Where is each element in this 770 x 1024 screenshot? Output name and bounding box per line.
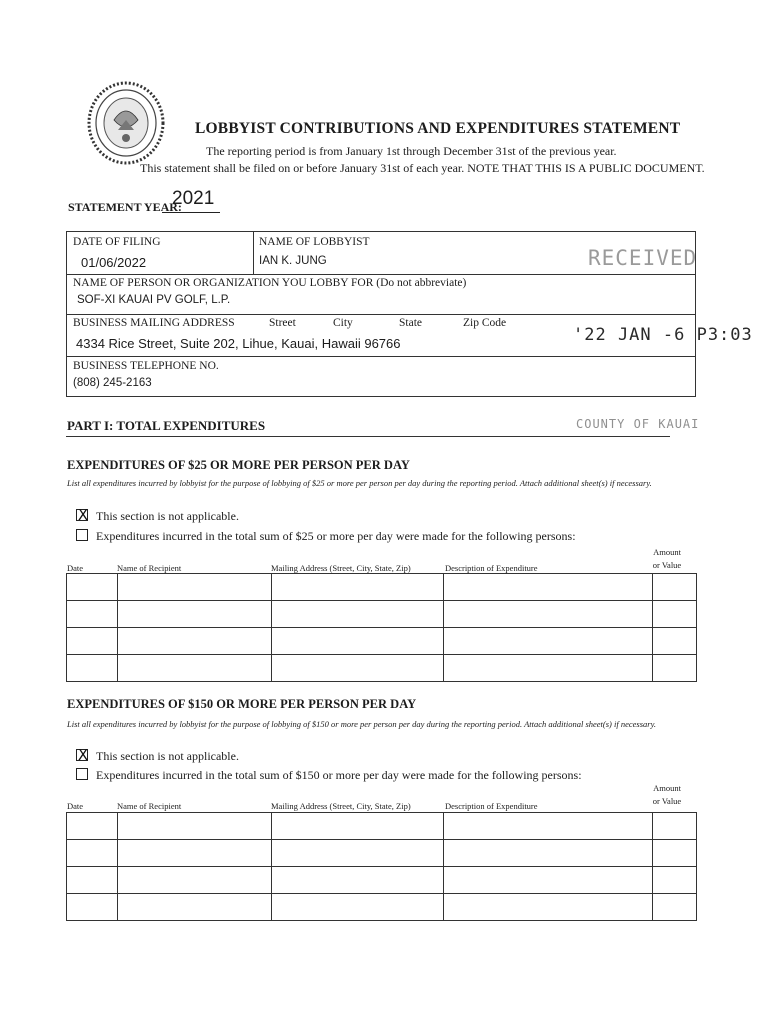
section-150-not-applicable-label: This section is not applicable.	[96, 749, 239, 763]
table-cell[interactable]	[117, 601, 271, 628]
received-stamp: RECEIVED	[588, 246, 698, 270]
table-cell[interactable]	[271, 574, 444, 601]
table-cell[interactable]	[271, 655, 444, 682]
table-row	[67, 894, 697, 921]
table-cell[interactable]	[444, 628, 653, 655]
table-cell[interactable]	[653, 867, 697, 894]
table-cell[interactable]	[653, 894, 697, 921]
table-cell[interactable]	[67, 655, 118, 682]
table-cell[interactable]	[117, 867, 271, 894]
info-divider-2	[67, 314, 695, 315]
section-25-not-applicable-label: This section is not applicable.	[96, 509, 239, 523]
col-amount-header	[652, 783, 682, 806]
table-cell[interactable]	[444, 655, 653, 682]
form-title: LOBBYIST CONTRIBUTIONS AND EXPENDITURES STATEMENT	[195, 120, 681, 137]
state-label: State	[399, 317, 422, 329]
table-cell[interactable]	[444, 894, 653, 921]
col-description-header: Description of Expenditure	[445, 801, 538, 811]
table-cell[interactable]	[117, 813, 271, 840]
table-cell[interactable]	[117, 840, 271, 867]
mailing-address-value[interactable]: 4334 Rice Street, Suite 202, Lihue, Kauai, Hawaii 96766	[76, 336, 401, 351]
date-of-filing-value[interactable]: 01/06/2022	[81, 255, 147, 270]
mailing-address-label: BUSINESS MAILING ADDRESS	[73, 317, 235, 329]
date-of-filing-label: DATE OF FILING	[73, 236, 161, 248]
lobbyist-name-value[interactable]: IAN K. JUNG	[259, 255, 327, 267]
statement-year-value[interactable]: 2021	[172, 188, 215, 209]
section-150-not-applicable-checkbox[interactable]	[76, 746, 89, 764]
col-description-header: Description of Expenditure	[445, 563, 538, 573]
statement-year-underline	[162, 212, 220, 213]
reporting-period-note: The reporting period is from January 1st through December 31st of the previous year.	[206, 144, 617, 158]
organization-value[interactable]: SOF-XI KAUAI PV GOLF, L.P.	[77, 294, 231, 306]
check-mark-icon: X	[77, 506, 89, 524]
table-cell[interactable]	[653, 813, 697, 840]
table-cell[interactable]	[67, 813, 118, 840]
received-time-stamp: '22 JAN -6 P3:03	[573, 325, 753, 345]
expenditures-150-table	[66, 812, 697, 921]
col-amount-header	[652, 547, 682, 570]
col-recipient-header: Name of Recipient	[117, 563, 182, 573]
filing-deadline-note: This statement shall be filed on or before January 31st of each year. NOTE THAT THIS IS A PUBLIC DOCUMENT.	[140, 161, 705, 175]
table-cell[interactable]	[653, 601, 697, 628]
county-seal-icon	[86, 80, 166, 166]
section-25-title: EXPENDITURES OF $25 OR MORE PER PERSON PER DAY	[67, 458, 410, 472]
table-cell[interactable]	[653, 574, 697, 601]
table-cell[interactable]	[271, 840, 444, 867]
section-150-incurred-label: Expenditures incurred in the total sum of $150 or more per day were made for the following persons:	[96, 768, 582, 782]
info-divider-3	[67, 356, 695, 357]
section-150-title: EXPENDITURES OF $150 OR MORE PER PERSON PER DAY	[67, 697, 417, 711]
col-address-header: Mailing Address (Street, City, State, Zip)	[271, 563, 411, 573]
section-150-incurred-checkbox[interactable]	[76, 768, 88, 780]
section-25-incurred-checkbox[interactable]	[76, 529, 88, 541]
col-date-header: Date	[67, 801, 84, 811]
zip-code-label: Zip Code	[463, 317, 507, 329]
table-cell[interactable]	[67, 894, 118, 921]
table-cell[interactable]	[117, 628, 271, 655]
street-label: Street	[269, 317, 296, 329]
table-cell[interactable]	[117, 655, 271, 682]
check-mark-icon: X	[77, 746, 89, 764]
table-cell[interactable]	[271, 894, 444, 921]
table-row	[67, 574, 697, 601]
table-cell[interactable]	[67, 840, 118, 867]
table-row	[67, 601, 697, 628]
table-cell[interactable]	[653, 628, 697, 655]
table-cell[interactable]	[653, 840, 697, 867]
organization-label: NAME OF PERSON OR ORGANIZATION YOU LOBBY FOR (Do not abbreviate)	[73, 277, 467, 289]
table-row	[67, 840, 697, 867]
col-date-header: Date	[67, 563, 84, 573]
section-25-not-applicable-checkbox[interactable]	[76, 506, 89, 524]
city-label: City	[333, 317, 353, 329]
col-amount-header-line1: Amount	[653, 783, 681, 793]
col-recipient-header: Name of Recipient	[117, 801, 182, 811]
table-cell[interactable]	[67, 867, 118, 894]
table-row	[67, 628, 697, 655]
county-stamp: COUNTY OF KAUAI	[576, 417, 700, 431]
lobbyist-name-label: NAME OF LOBBYIST	[259, 236, 370, 248]
telephone-label: BUSINESS TELEPHONE NO.	[73, 360, 219, 372]
table-cell[interactable]	[271, 813, 444, 840]
section-25-instruction: List all expenditures incurred by lobbyist for the purpose of lobbying of $25 or more per person per day during the reporting period. Attach additional sheet(s) if necessary.	[67, 478, 652, 488]
table-cell[interactable]	[67, 628, 118, 655]
col-amount-header-line1: Amount	[653, 547, 681, 557]
table-cell[interactable]	[117, 894, 271, 921]
telephone-value[interactable]: (808) 245-2163	[73, 377, 152, 389]
table-cell[interactable]	[444, 840, 653, 867]
part-1-title: PART I: TOTAL EXPENDITURES	[67, 418, 266, 433]
table-cell[interactable]	[444, 574, 653, 601]
expenditures-25-table	[66, 573, 697, 682]
table-cell[interactable]	[444, 867, 653, 894]
table-cell[interactable]	[444, 813, 653, 840]
filing-name-divider	[253, 232, 254, 274]
table-row	[67, 813, 697, 840]
table-cell[interactable]	[67, 601, 118, 628]
section-25-incurred-label: Expenditures incurred in the total sum of $25 or more per day were made for the following persons:	[96, 529, 576, 543]
table-cell[interactable]	[271, 601, 444, 628]
table-cell[interactable]	[653, 655, 697, 682]
table-cell[interactable]	[271, 867, 444, 894]
table-cell[interactable]	[271, 628, 444, 655]
statement-year-label: STATEMENT YEAR:	[68, 200, 182, 214]
col-amount-header-line2: or Value	[652, 796, 682, 806]
table-cell[interactable]	[67, 574, 118, 601]
col-address-header: Mailing Address (Street, City, State, Zip)	[271, 801, 411, 811]
table-cell[interactable]	[444, 601, 653, 628]
part-1-underline	[66, 436, 670, 437]
table-cell[interactable]	[117, 574, 271, 601]
section-150-instruction: List all expenditures incurred by lobbyist for the purpose of lobbying of $150 or more per person per day during the reporting period. Attach additional sheet(s) if necessary.	[67, 719, 657, 729]
col-amount-header-line2: or Value	[652, 560, 682, 570]
info-divider-1	[67, 274, 695, 275]
table-row	[67, 867, 697, 894]
table-row	[67, 655, 697, 682]
